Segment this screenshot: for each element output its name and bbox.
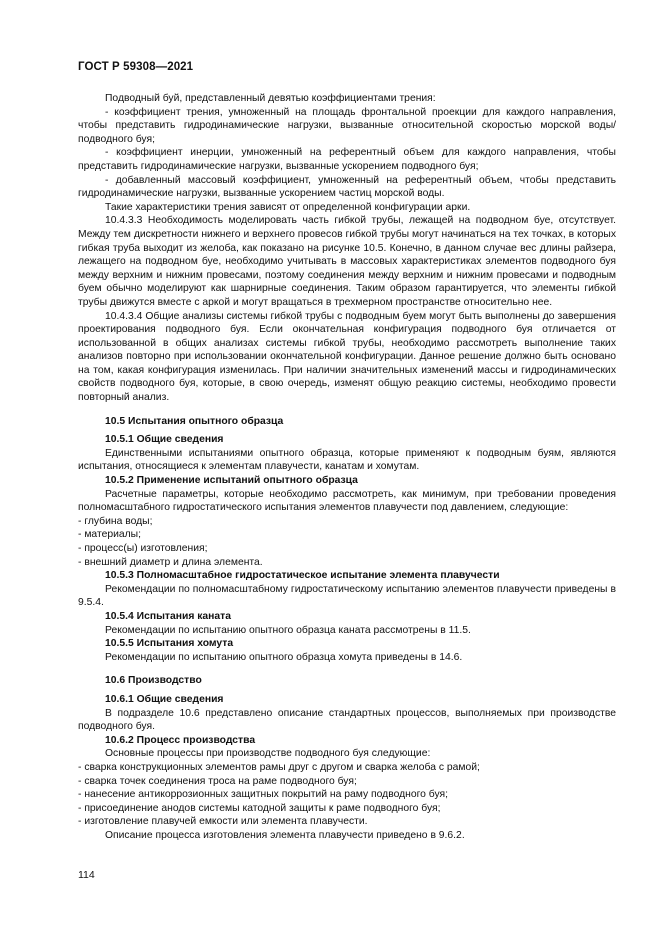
paragraph: 10.4.3.4 Общие анализы системы гибкой трубы с подводным буем могут быть выполнены до завершения проектирования подводного буя. Если окончательная конфигурация подводного буя отличается от использованной в общих анализах системы гибкой трубы, необходимо рассмотреть выполнение таких анализов повторно при использовании окончательной конфигурации. Данное решение должно быть основано на том, какая конфигурация изменилась. При наличии значительных изменений массы и гидродинамических свойств подводного буя, которые, в свою очередь, изменят общую реакцию системы, необходимо провести повторный анализ.: [78, 310, 616, 404]
section-heading: 10.5 Испытания опытного образца: [105, 415, 284, 427]
list-item: - процесс(ы) изготовления;: [78, 543, 208, 554]
list-item: - материалы;: [78, 529, 141, 541]
paragraph: Такие характеристики трения зависят от определенной конфигурации арки.: [105, 201, 471, 213]
paragraph: - коэффициент трения, умноженный на площадь фронтальной проекции для каждого направления, чтобы представить гидродинамические нагрузки, вызванные относительной скоростью морской воды/подводного буя;: [78, 106, 616, 145]
subsection-heading: 10.5.1 Общие сведения: [105, 434, 224, 446]
paragraph: Расчетные параметры, которые необходимо рассмотреть, как минимум, при требовании проведения полномасштабного гидростатического испытания элементов плавучести под давлением, следующие:: [78, 488, 616, 514]
paragraph: Рекомендации по испытанию опытного образца каната рассмотрены в 11.5.: [105, 624, 471, 636]
paragraph: Рекомендации по полномасштабному гидростатическому испытанию элементов плавучести приведены в 9.5.4.: [78, 583, 616, 609]
subsection-heading: 10.5.2 Применение испытаний опытного образца: [105, 475, 358, 487]
paragraph: - коэффициент инерции, умноженный на референтный объем для каждого направления, чтобы представить гидродинамические нагрузки, вызванные ускорением подводного буя;: [78, 147, 616, 172]
paragraph: Рекомендации по испытанию опытного образца хомута приведены в 14.6.: [105, 651, 463, 663]
paragraph: Единственными испытаниями опытного образца, которые применяют к подводным буям, являются испытания, относящиеся к элементам плавучести, канатам и хомутам.: [78, 447, 616, 473]
list-item: - сварка конструкционных элементов рамы друг с другом и сварка желоба с рамой;: [78, 761, 480, 773]
paragraph: Основные процессы при производстве подводного буя следующие:: [105, 748, 431, 760]
list-item: - глубина воды;: [78, 515, 153, 527]
subsection-heading: 10.5.4 Испытания каната: [105, 610, 231, 622]
subsection-heading: 10.6.2 Процесс производства: [105, 734, 256, 746]
paragraph: Подводный буй, представленный девятью коэффициентами трения:: [105, 93, 436, 104]
list-item: - внешний диаметр и длина элемента.: [78, 556, 263, 568]
document-body: [78, 92, 616, 842]
section-heading: 10.6 Производство: [105, 675, 202, 687]
subsection-heading: 10.6.1 Общие сведения: [105, 693, 224, 705]
list-item: - нанесение антикоррозионных защитных покрытий на раму подводного буя;: [78, 789, 449, 801]
paragraph: В подразделе 10.6 представлено описание стандартных процессов, выполняемых при производстве подводного буя.: [78, 707, 616, 733]
list-item: - изготовление плавучей емкости или элемента плавучести.: [78, 816, 368, 828]
list-item: - сварка точек соединения троса на раме подводного буя;: [78, 775, 357, 787]
document-header: ГОСТ Р 59308—2021: [78, 61, 194, 73]
list-item: - присоединение анодов системы катодной защиты к раме подводного буя;: [78, 802, 441, 814]
paragraph: - добавленный массовый коэффициент, умноженный на референтный объем, чтобы представить гидродинамические нагрузки, вызванные ускорением частиц морской воды.: [78, 174, 616, 200]
paragraph: Описание процесса изготовления элемента плавучести приведено в 9.6.2.: [105, 829, 465, 841]
subsection-heading: 10.5.3 Полномасштабное гидростатическое испытание элемента плавучести: [105, 570, 500, 582]
paragraph: 10.4.3.3 Необходимость моделировать часть гибкой трубы, лежащей на подводном буе, отсутствует. Между тем дискретности нижнего и верхнего провесов гибкой трубы могут начинаться на тех точках, в которых гибкая труба выходит из желоба, как показано на рисунке 10.5. Конечно, в данном случае вес длины райзера, лежащего на подводном буе, необходимо учитывать в массовых характеристиках элементов подводного буя между верхним и нижним провесами, поэтому соединения между верхним и нижним провесами и подводным буем обычно моделируют как шарнирные соединения. Таким образом гарантируется, что элементы гибкой трубы движутся вместе с аркой и могут вращаться в трехмерном пространстве относительно нее.: [78, 215, 616, 308]
subsection-heading: 10.5.5 Испытания хомута: [105, 638, 234, 650]
page-number: 114: [78, 869, 95, 881]
